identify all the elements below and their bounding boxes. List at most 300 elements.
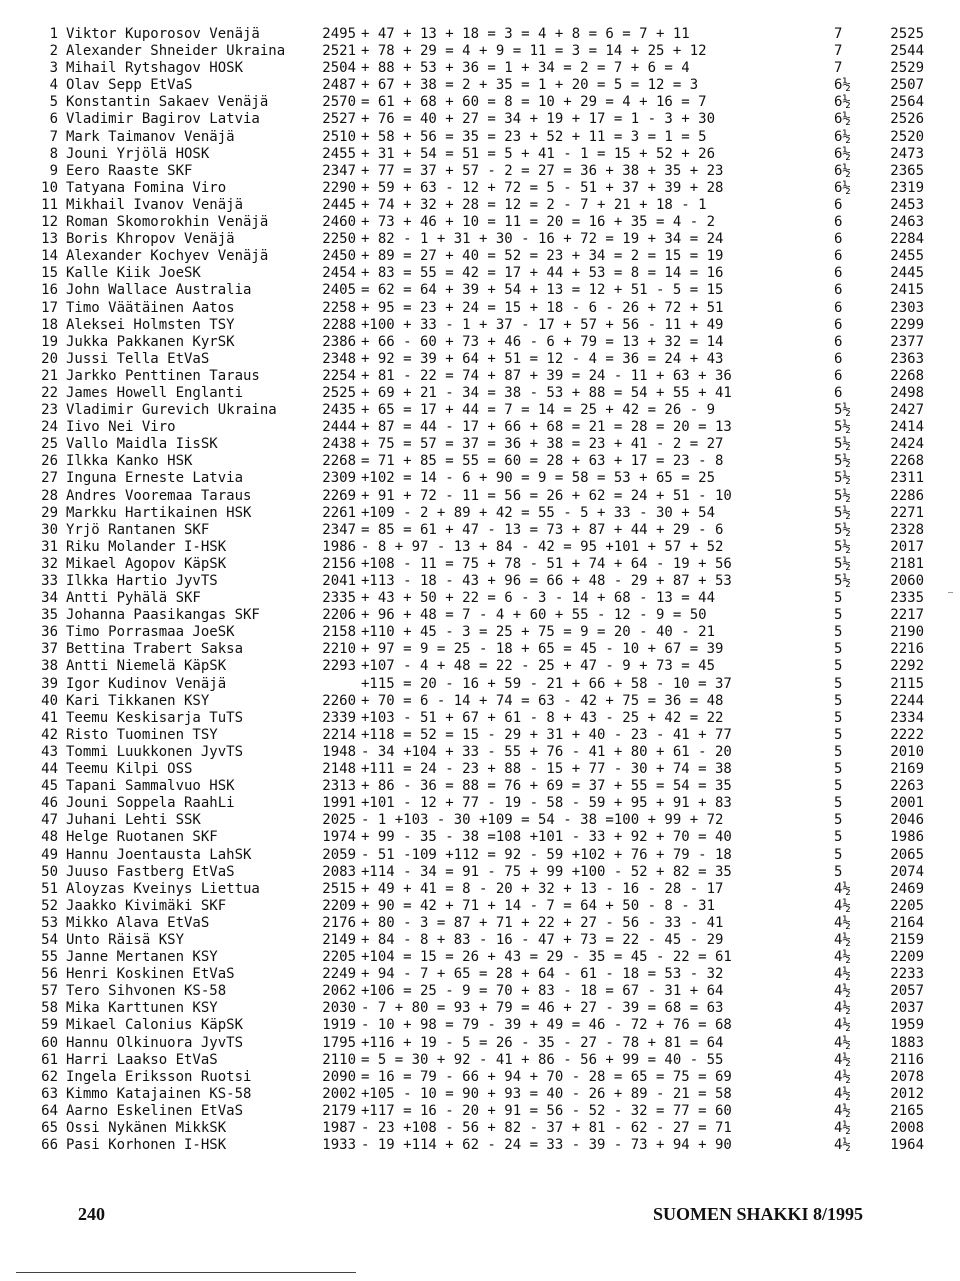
player-number: 12 <box>41 214 58 231</box>
player-rating: 2339 <box>322 709 356 726</box>
round-results: +117 = 16 - 20 + 91 = 56 - 52 - 32 = 77 = 60 <box>361 1102 732 1119</box>
player-rating: 2268 <box>322 453 356 470</box>
table-row <box>32 949 932 966</box>
round-results: - 7 + 80 = 93 + 79 = 46 + 27 - 39 = 68 = 63 <box>361 1000 724 1017</box>
round-results: + 58 + 56 = 35 = 23 + 52 + 11 = 3 = 1 = 5 <box>361 128 707 145</box>
total-points: 5 <box>834 624 843 641</box>
round-results: + 77 = 37 + 57 - 2 = 27 = 36 + 38 + 35 + 23 <box>361 162 724 179</box>
player-number: 38 <box>41 658 58 675</box>
round-results: + 47 + 13 + 18 = 3 = 4 + 8 = 6 = 7 + 11 <box>361 26 690 42</box>
player-name: Mikhail Ivanov Venäjä <box>66 196 244 213</box>
table-row <box>32 522 932 539</box>
player-name: Jukka Pakkanen KyrSK <box>66 333 235 350</box>
player-number: 18 <box>41 316 58 333</box>
player-name: Igor Kudinov Venäjä <box>66 675 227 692</box>
performance-rating: 1959 <box>890 1017 924 1034</box>
performance-rating: 2365 <box>890 162 924 179</box>
performance-rating: 2010 <box>890 743 924 760</box>
total-points: 5 <box>834 846 843 863</box>
performance-rating: 2334 <box>890 709 924 726</box>
player-rating: 2209 <box>322 897 356 914</box>
round-results: = 61 + 68 + 60 = 8 = 10 + 29 = 4 + 16 = 7 <box>361 94 707 111</box>
player-name: Henri Koskinen EtVaS <box>66 966 235 983</box>
performance-rating: 1964 <box>890 1137 924 1154</box>
round-results: + 80 - 3 = 87 + 71 + 22 + 27 - 56 - 33 - 41 <box>361 914 724 931</box>
total-points: 4½ <box>834 1051 851 1068</box>
performance-rating: 2319 <box>890 179 924 196</box>
player-number: 56 <box>41 966 58 983</box>
round-results: + 69 + 21 - 34 = 38 - 53 + 88 = 54 + 55 + 41 <box>361 384 732 401</box>
player-name: Ingela Eriksson Ruotsi <box>66 1068 252 1085</box>
performance-rating: 2299 <box>890 316 924 333</box>
player-name: Aleksei Holmsten TSY <box>66 316 235 333</box>
performance-rating: 2377 <box>890 333 924 350</box>
table-row <box>32 744 932 761</box>
player-rating: 2525 <box>322 384 356 401</box>
round-results: - 19 +114 + 62 - 24 = 33 - 39 - 73 + 94 + 90 <box>361 1137 732 1154</box>
player-name: Mika Karttunen KSY <box>66 1000 218 1017</box>
table-row <box>32 1120 932 1137</box>
total-points: 6 <box>834 265 843 282</box>
player-number: 1 <box>49 26 58 42</box>
total-points: 5½ <box>834 419 851 436</box>
page-number: 240 <box>78 1204 105 1224</box>
table-row <box>32 146 932 163</box>
player-number: 19 <box>41 333 58 350</box>
results-table <box>32 26 932 1154</box>
performance-rating: 2469 <box>890 880 924 897</box>
player-rating: 2260 <box>322 692 356 709</box>
total-points: 6 <box>834 248 843 265</box>
player-number: 27 <box>41 470 58 487</box>
performance-rating: 2057 <box>890 983 924 1000</box>
performance-rating: 2263 <box>890 778 924 795</box>
performance-rating: 2328 <box>890 521 924 538</box>
total-points: 4½ <box>834 1137 851 1154</box>
player-rating: 2347 <box>322 162 356 179</box>
player-name: Juhani Lehti SSK <box>66 812 201 829</box>
player-name: Johanna Paasikangas SKF <box>66 607 260 624</box>
player-rating: 1795 <box>322 1034 356 1051</box>
total-points: 4½ <box>834 949 851 966</box>
player-name: Unto Räisä KSY <box>66 931 185 948</box>
total-points: 6 <box>834 282 843 299</box>
round-results: + 49 + 41 = 8 - 20 + 32 + 13 - 16 - 28 - 17 <box>361 880 724 897</box>
player-name: Tapani Sammalvuo HSK <box>66 778 235 795</box>
round-results: + 91 + 72 - 11 = 56 = 26 + 62 = 24 + 51 - 10 <box>361 487 732 504</box>
player-name: Iivo Nei Viro <box>66 419 176 436</box>
player-name: Jarkko Penttinen Taraus <box>66 367 260 384</box>
player-rating: 2059 <box>322 846 356 863</box>
round-results: +103 - 51 + 67 + 61 - 8 + 43 - 25 + 42 = 22 <box>361 709 724 726</box>
round-results: +109 - 2 + 89 + 42 = 55 - 5 + 33 - 30 + 54 <box>361 504 716 521</box>
round-results: +105 - 10 = 90 + 93 = 40 - 26 + 89 - 21 = 58 <box>361 1085 732 1102</box>
player-name: Olav Sepp EtVaS <box>66 77 193 94</box>
total-points: 4½ <box>834 966 851 983</box>
performance-rating: 2525 <box>890 26 924 42</box>
round-results: - 51 -109 +112 = 92 - 59 +102 + 76 + 79 - 18 <box>361 846 732 863</box>
total-points: 5½ <box>834 521 851 538</box>
round-results: + 89 = 27 + 40 = 52 = 23 + 34 = 2 = 15 = 19 <box>361 248 724 265</box>
performance-rating: 2159 <box>890 931 924 948</box>
player-number: 4 <box>49 77 58 94</box>
player-rating: 2527 <box>322 111 356 128</box>
player-number: 62 <box>41 1068 58 1085</box>
table-row <box>32 334 932 351</box>
total-points: 4½ <box>834 1102 851 1119</box>
player-rating: 2386 <box>322 333 356 350</box>
table-row <box>32 453 932 470</box>
table-row <box>32 77 932 94</box>
round-results: = 5 = 30 + 92 - 41 + 86 - 56 + 99 = 40 - 55 <box>361 1051 724 1068</box>
total-points: 5 <box>834 675 843 692</box>
player-rating: 2570 <box>322 94 356 111</box>
round-results: +101 - 12 + 77 - 19 - 58 - 59 + 95 + 91 + 83 <box>361 795 732 812</box>
total-points: 4½ <box>834 1017 851 1034</box>
player-number: 16 <box>41 282 58 299</box>
player-rating: 2435 <box>322 402 356 419</box>
player-name: Alexander Kochyev Venäjä <box>66 248 269 265</box>
player-number: 50 <box>41 863 58 880</box>
publication-title: SUOMEN SHAKKI 8/1995 <box>653 1204 864 1224</box>
performance-rating: 2001 <box>890 795 924 812</box>
player-rating: 2405 <box>322 282 356 299</box>
player-number: 41 <box>41 709 58 726</box>
performance-rating: 2271 <box>890 504 924 521</box>
performance-rating: 2205 <box>890 897 924 914</box>
total-points: 5½ <box>834 436 851 453</box>
performance-rating: 2414 <box>890 419 924 436</box>
round-results: + 87 = 44 - 17 + 66 + 68 = 21 = 28 = 20 = 13 <box>361 419 732 436</box>
round-results: +110 + 45 - 3 = 25 + 75 = 9 = 20 - 40 - 21 <box>361 624 716 641</box>
performance-rating: 2244 <box>890 692 924 709</box>
player-number: 58 <box>41 1000 58 1017</box>
performance-rating: 2217 <box>890 607 924 624</box>
table-row <box>32 1137 932 1154</box>
player-rating: 2438 <box>322 436 356 453</box>
table-row <box>32 676 932 693</box>
player-number: 17 <box>41 299 58 316</box>
player-rating: 2110 <box>322 1051 356 1068</box>
total-points: 4½ <box>834 1000 851 1017</box>
player-rating: 1991 <box>322 795 356 812</box>
performance-rating: 2424 <box>890 436 924 453</box>
player-name: Jussi Tella EtVaS <box>66 350 210 367</box>
round-results: + 84 - 8 + 83 - 16 - 47 + 73 = 22 - 45 - 29 <box>361 931 724 948</box>
performance-rating: 2526 <box>890 111 924 128</box>
round-results: +107 - 4 + 48 = 22 - 25 + 47 - 9 + 73 = 45 <box>361 658 716 675</box>
player-name: Ilkka Kanko HSK <box>66 453 193 470</box>
player-name: Eero Raaste SKF <box>66 162 193 179</box>
player-number: 14 <box>41 248 58 265</box>
total-points: 4½ <box>834 880 851 897</box>
round-results: +115 = 20 - 16 + 59 - 21 + 66 + 58 - 10 = 37 <box>361 675 732 692</box>
table-row <box>32 1086 932 1103</box>
total-points: 5 <box>834 761 843 778</box>
player-name: Janne Mertanen KSY <box>66 949 218 966</box>
round-results: +114 - 34 = 91 - 75 + 99 +100 - 52 + 82 = 35 <box>361 863 732 880</box>
total-points: 6½ <box>834 111 851 128</box>
total-points: 6½ <box>834 179 851 196</box>
player-name: Kari Tikkanen KSY <box>66 692 210 709</box>
performance-rating: 2060 <box>890 573 924 589</box>
performance-rating: 2455 <box>890 248 924 265</box>
total-points: 5 <box>834 607 843 624</box>
total-points: 5½ <box>834 555 851 572</box>
table-row <box>32 607 932 624</box>
table-row <box>32 727 932 744</box>
player-rating: 2250 <box>322 231 356 248</box>
round-results: + 94 - 7 + 65 = 28 + 64 - 61 - 18 = 53 - 32 <box>361 966 724 983</box>
player-rating: 2348 <box>322 350 356 367</box>
player-name: Mihail Rytshagov HOSK <box>66 60 244 77</box>
player-name: Kimmo Katajainen KS-58 <box>66 1085 252 1102</box>
table-row <box>32 761 932 778</box>
total-points: 6 <box>834 367 843 384</box>
round-results: + 31 + 54 = 51 = 5 + 41 - 1 = 15 + 52 + 26 <box>361 145 716 162</box>
table-row <box>32 1103 932 1120</box>
player-rating: 2149 <box>322 931 356 948</box>
table-row <box>32 129 932 146</box>
total-points: 5 <box>834 863 843 880</box>
total-points: 5½ <box>834 402 851 419</box>
player-rating: 2148 <box>322 761 356 778</box>
performance-rating: 1883 <box>890 1034 924 1051</box>
player-name: Boris Khropov Venäjä <box>66 231 235 248</box>
player-number: 9 <box>49 162 58 179</box>
performance-rating: 2520 <box>890 128 924 145</box>
player-name: Kalle Kiik JoeSK <box>66 265 201 282</box>
round-results: +118 = 52 = 15 - 29 + 31 + 40 - 23 - 41 + 77 <box>361 726 732 743</box>
table-row <box>32 488 932 505</box>
total-points: 6 <box>834 214 843 231</box>
player-rating: 2335 <box>322 590 356 607</box>
table-row <box>32 983 932 1000</box>
player-rating: 2158 <box>322 624 356 641</box>
player-number: 32 <box>41 555 58 572</box>
performance-rating: 2074 <box>890 863 924 880</box>
total-points: 5 <box>834 658 843 675</box>
round-results: = 16 = 79 - 66 + 94 + 70 - 28 = 65 = 75 = 69 <box>361 1068 732 1085</box>
total-points: 4½ <box>834 983 851 1000</box>
round-results: + 90 = 42 + 71 + 14 - 7 = 64 + 50 - 8 - 31 <box>361 897 716 914</box>
player-name: Inguna Erneste Latvia <box>66 470 244 487</box>
performance-rating: 1986 <box>890 829 924 846</box>
round-results: +108 - 11 = 75 + 78 - 51 + 74 + 64 - 19 + 56 <box>361 555 732 572</box>
player-name: Juuso Fastberg EtVaS <box>66 863 235 880</box>
performance-rating: 2268 <box>890 367 924 384</box>
player-rating: 2206 <box>322 607 356 624</box>
total-points: 5 <box>834 812 843 829</box>
table-row <box>32 163 932 180</box>
table-row <box>32 26 932 43</box>
player-name: Harri Laakso EtVaS <box>66 1051 218 1068</box>
total-points: 5 <box>834 726 843 743</box>
round-results: - 8 + 97 - 13 + 84 - 42 = 95 +101 + 57 + 52 <box>361 538 724 555</box>
player-name: Mikael Calonius KäpSK <box>66 1017 244 1034</box>
player-name: Ilkka Hartio JyvTS <box>66 573 218 589</box>
table-row <box>32 624 932 641</box>
performance-rating: 2529 <box>890 60 924 77</box>
player-rating: 2293 <box>322 658 356 675</box>
player-rating: 2090 <box>322 1068 356 1085</box>
performance-rating: 2363 <box>890 350 924 367</box>
player-name: Antti Niemelä KäpSK <box>66 658 227 675</box>
player-name: Helge Ruotanen SKF <box>66 829 218 846</box>
round-results: + 96 + 48 = 7 - 4 + 60 + 55 - 12 - 9 = 50 <box>361 607 707 624</box>
player-name: Teemu Kilpi OSS <box>66 761 193 778</box>
performance-rating: 2008 <box>890 1120 924 1136</box>
player-name: Mikko Alava EtVaS <box>66 914 210 931</box>
performance-rating: 2116 <box>890 1051 924 1068</box>
player-rating: 2444 <box>322 419 356 436</box>
player-name: Jouni Yrjölä HOSK <box>66 145 210 162</box>
performance-rating: 2303 <box>890 299 924 316</box>
table-row <box>32 419 932 436</box>
total-points: 5 <box>834 709 843 726</box>
player-rating: 2261 <box>322 504 356 521</box>
player-name: Tommi Luukkonen JyvTS <box>66 743 244 760</box>
player-number: 52 <box>41 897 58 914</box>
player-rating: 2002 <box>322 1085 356 1102</box>
round-results: + 78 + 29 = 4 + 9 = 11 = 3 = 14 + 25 + 12 <box>361 43 707 60</box>
performance-rating: 2463 <box>890 214 924 231</box>
table-row <box>32 1052 932 1069</box>
player-rating: 2254 <box>322 367 356 384</box>
player-rating: 2450 <box>322 248 356 265</box>
performance-rating: 2216 <box>890 641 924 658</box>
player-number: 37 <box>41 641 58 658</box>
total-points: 5½ <box>834 487 851 504</box>
player-name: Mikael Agopov KäpSK <box>66 555 227 572</box>
player-number: 66 <box>41 1137 58 1154</box>
player-number: 31 <box>41 538 58 555</box>
performance-rating: 2190 <box>890 624 924 641</box>
player-rating: 2347 <box>322 521 356 538</box>
total-points: 4½ <box>834 931 851 948</box>
player-name: Viktor Kuporosov Venäjä <box>66 26 260 42</box>
player-rating: 1987 <box>322 1120 356 1136</box>
player-number: 64 <box>41 1102 58 1119</box>
round-results: - 10 + 98 = 79 - 39 + 49 = 46 - 72 + 76 = 68 <box>361 1017 732 1034</box>
round-results: + 82 - 1 + 31 + 30 - 16 + 72 = 19 + 34 = 24 <box>361 231 724 248</box>
player-rating: 1974 <box>322 829 356 846</box>
player-number: 59 <box>41 1017 58 1034</box>
round-results: + 74 + 32 + 28 = 12 = 2 - 7 + 21 + 18 - 1 <box>361 196 707 213</box>
player-name: Roman Skomorokhin Venäjä <box>66 214 269 231</box>
player-rating: 2309 <box>322 470 356 487</box>
table-row <box>32 94 932 111</box>
total-points: 5 <box>834 795 843 812</box>
player-name: Riku Molander I-HSK <box>66 538 227 555</box>
player-rating: 2515 <box>322 880 356 897</box>
player-number: 21 <box>41 367 58 384</box>
total-points: 4½ <box>834 1120 851 1136</box>
total-points: 7 <box>834 43 843 60</box>
player-number: 2 <box>49 43 58 60</box>
performance-rating: 2292 <box>890 658 924 675</box>
player-rating: 2179 <box>322 1102 356 1119</box>
round-results: + 81 - 22 = 74 + 87 + 39 = 24 - 11 + 63 + 36 <box>361 367 732 384</box>
round-results: - 1 +103 - 30 +109 = 54 - 38 =100 + 99 + 72 <box>361 812 724 829</box>
table-row <box>32 248 932 265</box>
player-number: 25 <box>41 436 58 453</box>
table-row <box>32 829 932 846</box>
player-rating: 2288 <box>322 316 356 333</box>
player-rating: 2083 <box>322 863 356 880</box>
round-results: = 62 = 64 + 39 + 54 + 13 = 12 + 51 - 5 = 15 <box>361 282 724 299</box>
player-rating: 2025 <box>322 812 356 829</box>
total-points: 5½ <box>834 453 851 470</box>
player-number: 44 <box>41 761 58 778</box>
player-number: 3 <box>49 60 58 77</box>
round-results: + 70 = 6 - 14 + 74 = 63 - 42 + 75 = 36 = 48 <box>361 692 724 709</box>
total-points: 5 <box>834 692 843 709</box>
player-rating: 2062 <box>322 983 356 1000</box>
round-results: +100 + 33 - 1 + 37 - 17 + 57 + 56 - 11 + 49 <box>361 316 724 333</box>
player-number: 35 <box>41 607 58 624</box>
table-row <box>32 1069 932 1086</box>
table-row <box>32 658 932 675</box>
performance-rating: 2544 <box>890 43 924 60</box>
performance-rating: 2427 <box>890 402 924 419</box>
table-row <box>32 197 932 214</box>
total-points: 6 <box>834 196 843 213</box>
table-row <box>32 470 932 487</box>
table-row <box>32 402 932 419</box>
player-number: 40 <box>41 692 58 709</box>
total-points: 5 <box>834 743 843 760</box>
player-rating: 2460 <box>322 214 356 231</box>
player-number: 57 <box>41 983 58 1000</box>
player-number: 60 <box>41 1034 58 1051</box>
total-points: 6 <box>834 384 843 401</box>
player-rating: 1948 <box>322 743 356 760</box>
round-results: + 99 - 35 - 38 =108 +101 - 33 + 92 + 70 = 40 <box>361 829 732 846</box>
player-name: Vladimir Bagirov Latvia <box>66 111 260 128</box>
round-results: + 43 + 50 + 22 = 6 - 3 - 14 + 68 - 13 = 44 <box>361 590 716 607</box>
player-rating: 2205 <box>322 949 356 966</box>
player-number: 15 <box>41 265 58 282</box>
total-points: 5½ <box>834 538 851 555</box>
player-rating: 2041 <box>322 573 356 589</box>
table-row <box>32 505 932 522</box>
player-rating: 2495 <box>322 26 356 42</box>
performance-rating: 2115 <box>890 675 924 692</box>
player-rating: 2249 <box>322 966 356 983</box>
round-results: +106 = 25 - 9 = 70 + 83 - 18 = 67 - 31 + 64 <box>361 983 724 1000</box>
table-row <box>32 864 932 881</box>
round-results: + 83 = 55 = 42 = 17 + 44 + 53 = 8 = 14 = 16 <box>361 265 724 282</box>
round-results: +116 + 19 - 5 = 26 - 35 - 27 - 78 + 81 = 64 <box>361 1034 724 1051</box>
table-row <box>32 1000 932 1017</box>
performance-rating: 2415 <box>890 282 924 299</box>
player-number: 65 <box>41 1120 58 1136</box>
table-row <box>32 231 932 248</box>
performance-rating: 2473 <box>890 145 924 162</box>
total-points: 6½ <box>834 77 851 94</box>
player-number: 47 <box>41 812 58 829</box>
player-name: Tatyana Fomina Viro <box>66 179 227 196</box>
total-points: 6½ <box>834 128 851 145</box>
player-name: Aarno Eskelinen EtVaS <box>66 1102 244 1119</box>
total-points: 6 <box>834 299 843 316</box>
margin-mark <box>948 592 953 593</box>
player-name: Tero Sihvonen KS-58 <box>66 983 227 1000</box>
player-number: 28 <box>41 487 58 504</box>
table-row <box>32 436 932 453</box>
player-rating: 2445 <box>322 196 356 213</box>
